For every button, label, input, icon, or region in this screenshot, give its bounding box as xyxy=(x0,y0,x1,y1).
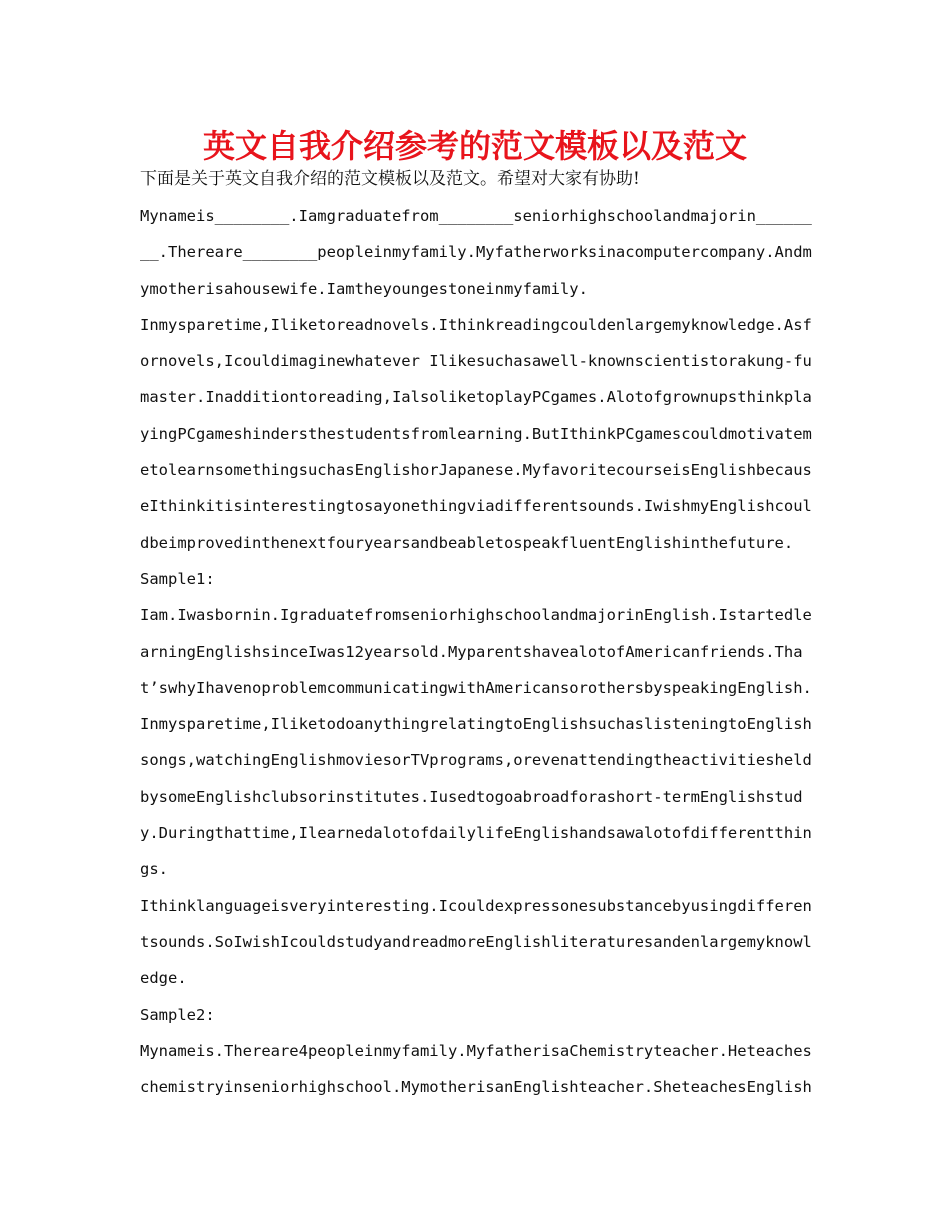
sample2-heading: Sample2: xyxy=(140,1005,215,1024)
sample1-paragraph-closing: Ithinklanguageisveryinteresting.Icouldexpressonesubstancebyusingdifferentsounds.SoIwishIcouldstudyandreadmoreEnglishliteraturesandenlargemyknowledge. xyxy=(140,896,812,988)
sample1-heading: Sample1: xyxy=(140,569,215,588)
paragraph-hobbies: Inmysparetime,Iliketoreadnovels.Ithinkreadingcouldenlargemyknowledge.Asfornovels,Icouldimaginewhatever Ilikesuchasawell-knownscientistorakung-fumaster.Inadditiontoreading,IalsoliketoplayPCgames.AlotofgrownupsthinkplayingPCgameshindersthestudentsfromlearning.ButIthinkPCgamescouldmotivatemetolearnsomethingsuchasEnglishorJapanese.MyfavoritecourseisEnglishbecauseIthinkitisinterestingtosayonethingviadifferentsounds.IwishmyEnglishcouldbeimprovedinthenextfouryearsandbeabletospeakfluentEnglishinthefuture. xyxy=(140,315,812,552)
sample1-paragraph-hobbies: Inmysparetime,IliketodoanythingrelatingtoEnglishsuchaslisteningtoEnglishsongs,watchingEnglishmoviesorTVprograms,orevenattendingtheactivitiesheldbysomeEnglishclubsorinstitutes.Iusedtogoabroadforashort-termEnglishstudy.Duringthattime,IlearnedalotofdailylifeEnglishandsawalotofdifferentthings. xyxy=(140,715,812,879)
document-body xyxy=(140,160,812,1105)
sample1-paragraph-intro: Iam.Iwasbornin.IgraduatefromseniorhighschoolandmajorinEnglish.IstartedlearningEnglishsinceIwas12yearsold.MyparentshavealotofAmericanfriends.That’swhyIhavenoproblemcommunicatingwithAmericansorothersbyspeakingEnglish. xyxy=(140,606,812,697)
paragraph-template: Mynameis________.Iamgraduatefrom________seniorhighschoolandmajorin________.Thereare________peopleinmyfamily.Myfatherworksinacomputercompany.Andmymotherisahousewife.Iamtheyoungestoneinmyfamily. xyxy=(140,207,812,298)
document-title: 英文自我介绍参考的范文模板以及范文 xyxy=(202,127,747,165)
intro-paragraph: 下面是关于英文自我介绍的范文模板以及范文。希望对大家有协助! xyxy=(140,169,640,189)
sample2-paragraph-intro: Mynameis.Thereare4peopleinmyfamily.MyfatherisaChemistryteacher.Heteacheschemistryinseniorhighschool.MymotherisanEnglishteacher.SheteachesEnglish xyxy=(140,1041,812,1097)
